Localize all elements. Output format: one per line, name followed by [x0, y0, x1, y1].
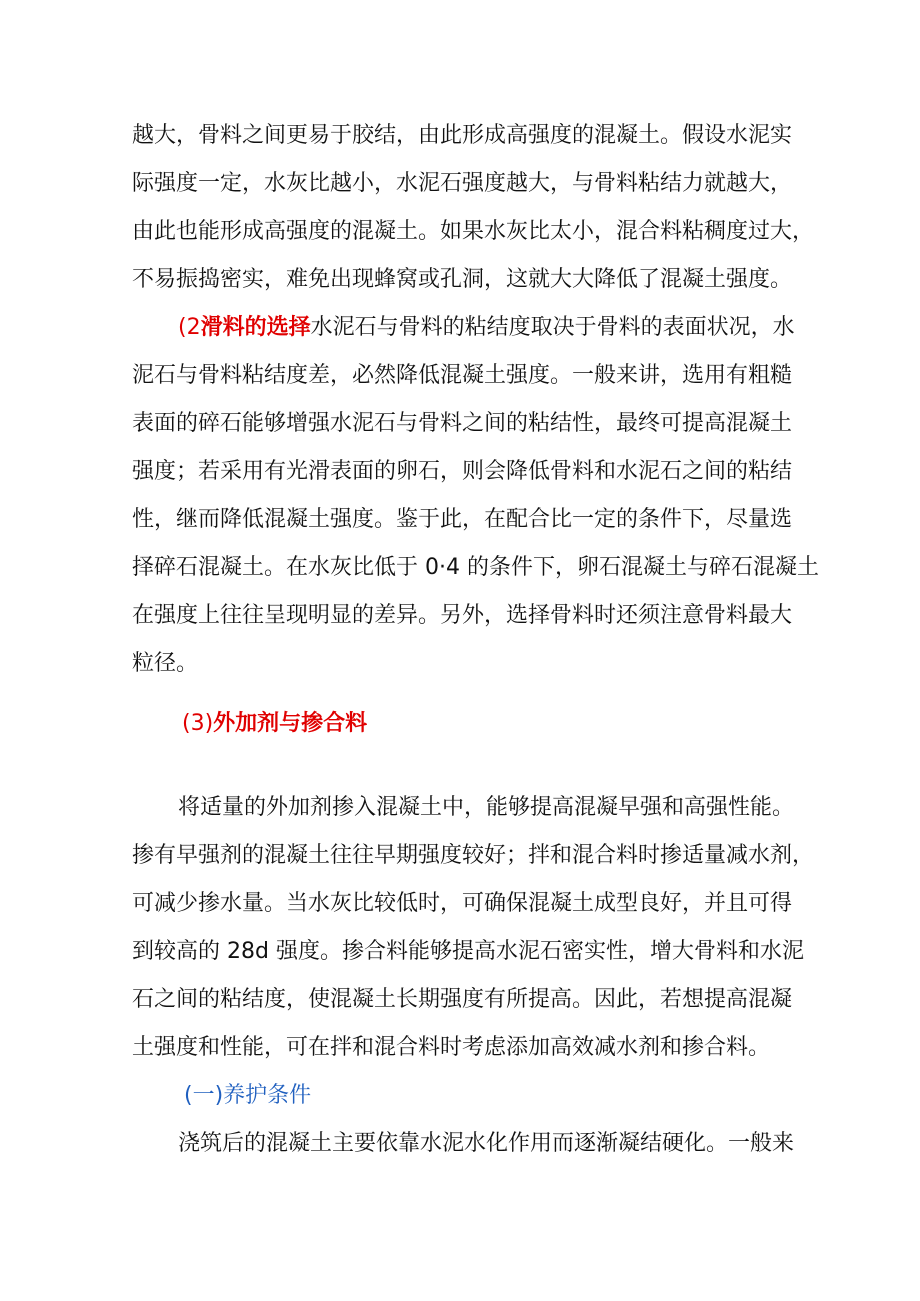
paragraph-2-line-6: 择碎石混凝土。在水灰比低于 0·4 的条件下，卵石混凝土与碎石混凝土: [132, 555, 819, 580]
paragraph-2-line-5: 性，继而降低混凝土强度。鉴于此，在配合比一定的条件下，尽量选: [132, 507, 793, 532]
paragraph-2-line-8: 粒径。: [132, 651, 199, 676]
paragraph-2-line-3: 表面的碎石能够增强水泥石与骨料之间的粘结性，最终可提高混凝土: [132, 411, 793, 436]
section-2-prefix: (2: [178, 315, 201, 340]
paragraph-1-line-2: 际强度一定，水灰比越小，水泥石强度越大，与骨料粘结力就越大，: [132, 171, 793, 196]
paragraph-3-line-5: 石之间的粘结度，使混凝土长期强度有所提高。因此，若想提高混凝: [132, 987, 793, 1012]
paragraph-3-line-6: 土强度和性能，可在拌和混合料时考虑添加高效减水剂和掺合料。: [132, 1035, 771, 1060]
section-3-label: 外加剂与掺合料: [213, 711, 368, 736]
paragraph-3-line-1: 将适量的外加剂掺入混凝土中，能够提高混凝早强和高强性能。: [178, 795, 795, 820]
section-3-prefix: (3): [182, 711, 214, 736]
paragraph-2-line-2: 泥石与骨料粘结度差，必然降低混凝土强度。一般来讲，选用有粗糙: [132, 363, 793, 388]
section-2-heading: 滑料的选择: [200, 315, 311, 340]
paragraph-1-line-4: 不易振捣密实，难免出现蜂窝或孔洞，这就大大降低了混凝土强度。: [132, 267, 793, 292]
paragraph-1-line-1: 越大，骨料之间更易于胶结，由此形成高强度的混凝土。假设水泥实: [132, 123, 793, 148]
paragraph-3-line-3: 可减少掺水量。当水灰比较低时，可确保混凝土成型良好，并且可得: [132, 891, 793, 916]
paragraph-1-line-3: 由此也能形成高强度的混凝土。如果水灰比太小，混合料粘稠度过大，: [132, 219, 815, 244]
section-4-heading: (一)养护条件: [184, 1083, 312, 1108]
paragraph-3-line-4: 到较高的 28d 强度。掺合料能够提高水泥石密实性，增大骨料和水泥: [132, 939, 804, 964]
paragraph-2-line-4: 强度；若采用有光滑表面的卵石，则会降低骨料和水泥石之间的粘结: [132, 459, 793, 484]
paragraph-2-first-line: [178, 312, 848, 344]
paragraph-2-line-7: 在强度上往往呈现明显的差异。另外，选择骨料时还须注意骨料最大: [132, 603, 793, 628]
paragraph-2-first-line-text: 水泥石与骨料的粘结度取决于骨料的表面状况，水: [310, 315, 795, 340]
paragraph-4-line-1: 浇筑后的混凝土主要依靠水泥水化作用而逐渐凝结硬化。一般来: [178, 1131, 795, 1156]
paragraph-3-line-2: 掺有早强剂的混凝土往往早期强度较好；拌和混合料时掺适量减水剂，: [132, 843, 815, 868]
section-3-heading: [182, 708, 367, 740]
